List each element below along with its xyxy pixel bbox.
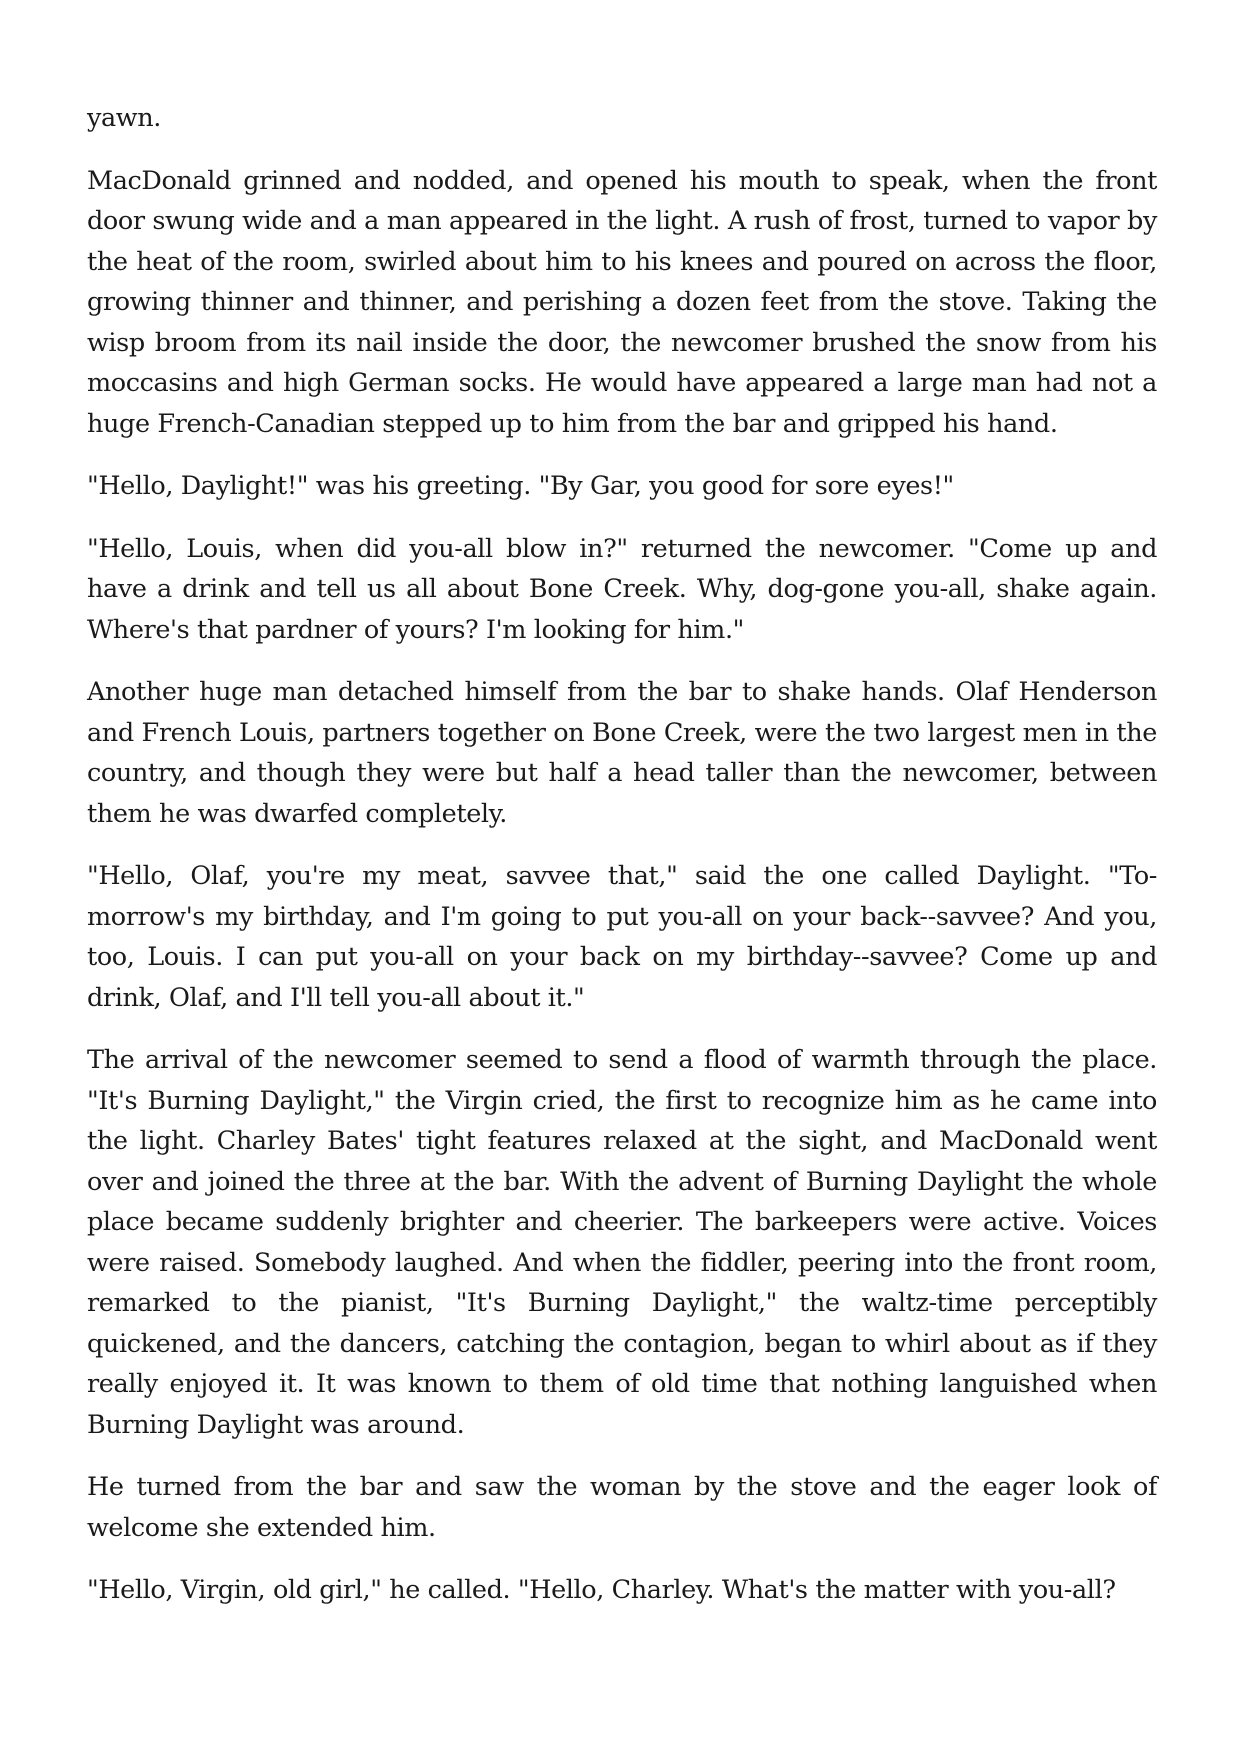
paragraph: "Hello, Daylight!" was his greeting. "By Gar, you good for sore eyes!" [87,471,954,501]
paragraph: "Hello, Louis, when did you-all blow in?" returned the newcomer. "Come up and have a drink and tell us all about Bone Creek. Why, dog-gone you-all, shake again. Where's that pardner of yours? I'm looking for him." [87,533,1157,645]
paragraph: "Hello, Olaf, you're my meat, savvee that," said the one called Daylight. "To-morrow's my birthday, and I'm going to put you-all on your back--savvee? And you, too, Louis. I can put you-all on your back on my birthday--savvee? Come up and drink, Olaf, and I'll tell you-all about it." [87,861,1157,1013]
paragraph: Another huge man detached himself from the bar to shake hands. Olaf Henderson and French Louis, partners together on Bone Creek, were the two largest men in the country, and though they were but half a head taller than the newcomer, between them he was dwarfed completely. [87,677,1157,829]
paragraph: "Hello, Virgin, old girl," he called. "Hello, Charley. What's the matter with you-all? [87,1575,1116,1605]
page-body [87,98,1157,1633]
paragraph: MacDonald grinned and nodded, and opened his mouth to speak, when the front door swung wide and a man appeared in the light. A rush of frost, turned to vapor by the heat of the room, swirled about him to his knees and poured on across the floor, growing thinner and thinner, and perishing a dozen feet from the stove. Taking the wisp broom from its nail inside the door, the newcomer brushed the snow from his moccasins and high German socks. He would have appeared a large man had not a huge French-Canadian stepped up to him from the bar and gripped his hand. [87,165,1157,439]
paragraph: yawn. [87,103,161,133]
paragraph: The arrival of the newcomer seemed to send a flood of warmth through the place. "It's Burning Daylight," the Virgin cried, the first to recognize him as he came into the light. Charley Bates' tight features relaxed at the sight, and MacDonald went over and joined the three at the bar. With the advent of Burning Daylight the whole place became suddenly brighter and cheerier. The barkeepers were active. Voices were raised. Somebody laughed. And when the fiddler, peering into the front room, remarked to the pianist, "It's Burning Daylight," the waltz-time perceptibly quickened, and the dancers, catching the contagion, began to whirl about as if they really enjoyed it. It was known to them of old time that nothing languished when Burning Daylight was around. [87,1045,1157,1440]
paragraph: He turned from the bar and saw the woman by the stove and the eager look of welcome she extended him. [87,1472,1157,1543]
